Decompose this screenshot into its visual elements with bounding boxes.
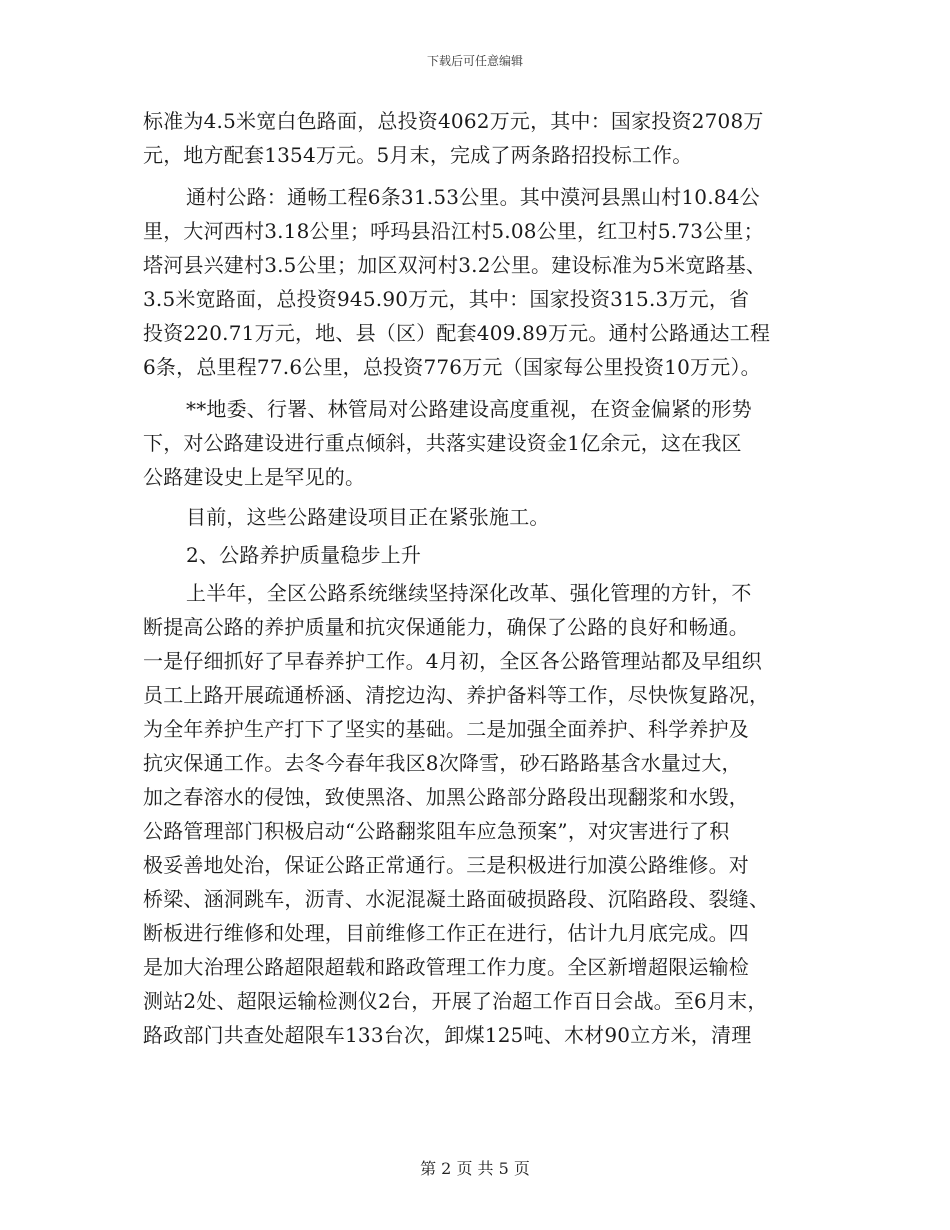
text-line: 为全年养护生产打下了坚实的基础。二是加强全面养护、科学养护及 [143, 717, 749, 741]
text-line: 通村公路：通畅工程6条31.53公里。其中漠河县黑山村10.84公 [186, 185, 760, 209]
section-heading: 2、公路养护质量稳步上升 [186, 543, 422, 567]
text-line: 公路建设史上是罕见的。 [143, 465, 366, 489]
text-line: 里，大河西村3.18公里；呼玛县沿江村5.08公里，红卫村5.73公里； [143, 219, 764, 243]
text-line: 目前，这些公路建设项目正在紧张施工。 [186, 505, 550, 529]
text-line: 3.5米宽路面，总投资945.90万元，其中：国家投资315.3万元，省 [143, 287, 750, 311]
text-line: 6条，总里程77.6公里，总投资776万元（国家每公里投资10万元）。 [143, 355, 761, 379]
text-line: 元，地方配套1354万元。5月末，完成了两条路招投标工作。 [143, 143, 693, 167]
text-line: 测站2处、超限运输检测仪2台，开展了治超工作百日会战。至6月末， [143, 989, 768, 1013]
text-line: 一是仔细抓好了早春养护工作。4月初，全区各公路管理站都及早组织 [143, 649, 762, 673]
text-line: 桥梁、涵洞跳车，沥青、水泥混凝土路面破损路段、沉陷路段、裂缝、 [143, 887, 770, 911]
text-line: 断板进行维修和处理，目前维修工作正在进行，估计九月底完成。四 [143, 921, 749, 945]
text-line: 公路管理部门积极启动“公路翻浆阻车应急预案”，对灾害进行了积 [143, 819, 730, 843]
text-line: 加之春溶水的侵蚀，致使黑洛、加黑公路部分路段出现翻浆和水毁， [143, 785, 749, 809]
text-line: 抗灾保通工作。去冬今春年我区8次降雪，砂石路路基含水量过大， [143, 751, 742, 775]
text-line: 下，对公路建设进行重点倾斜，共落实建设资金1亿余元，这在我区 [143, 431, 742, 455]
text-line: 断提高公路的养护质量和抗灾保通能力，确保了公路的良好和畅通。 [143, 615, 749, 639]
text-line: 塔河县兴建村3.5公里；加区双河村3.2公里。建设标准为5米宽路基、 [143, 253, 767, 277]
text-line: **地委、行署、林管局对公路建设高度重视，在资金偏紧的形势 [186, 397, 752, 421]
text-line: 标准为4.5米宽白色路面，总投资4062万元，其中：国家投资2708万 [143, 109, 764, 133]
text-line: 上半年，全区公路系统继续坚持深化改革、强化管理的方针，不 [186, 581, 752, 605]
text-line: 投资220.71万元，地、县（区）配套409.89万元。通村公路通达工程 [143, 321, 771, 345]
page-number: 第 2 页 共 5 页 [420, 1159, 530, 1178]
text-line: 员工上路开展疏通桥涵、清挖边沟、养护备料等工作，尽快恢复路况， [143, 683, 770, 707]
text-line: 极妥善地处治，保证公路正常通行。三是积极进行加漠公路维修。对 [143, 853, 749, 877]
page-header: 下载后可任意编辑 [426, 54, 523, 68]
text-line: 是加大治理公路超限超载和路政管理工作力度。全区新增超限运输检 [143, 955, 749, 979]
text-line: 路政部门共查处超限车133台次，卸煤125吨、木材90立方米，清理 [143, 1023, 752, 1047]
